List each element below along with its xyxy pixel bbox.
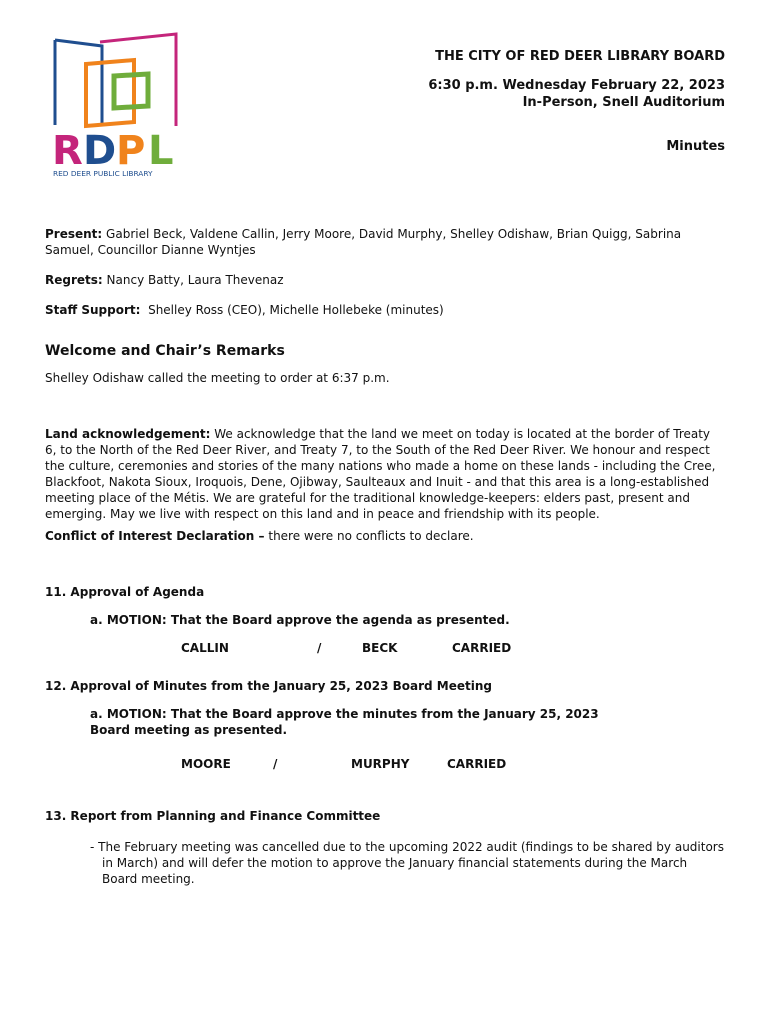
mover: CALLIN [181,641,229,655]
svg-text:P: P [116,128,146,174]
agenda-item-12-motion-line2: Board meeting as presented. [90,723,288,737]
agenda-item-13-title: 13. Report from Planning and Finance Committee [45,809,381,823]
conflict-line [45,528,725,544]
logo-graphic-icon [50,30,190,180]
agenda-item-13-bullet: - The February meeting was cancelled due to the upcoming 2022 audit (findings to be shared by auditors in March) and will defer the motion to approve the January financial statements during the March Board meeting. [90,840,724,886]
motion-result: CARRIED [452,641,512,655]
document-header [428,48,725,155]
svg-text:RED DEER PUBLIC LIBRARY: RED DEER PUBLIC LIBRARY [53,169,153,178]
welcome-heading: Welcome and Chair’s Remarks [45,343,285,359]
document-type: Minutes [666,139,725,154]
agenda-item-12-motion-line1: a. MOTION: That the Board approve the minutes from the January 25, 2023 [90,707,599,721]
rdpl-logo [50,30,190,180]
agenda-item-12-title: 12. Approval of Minutes from the January 25, 2023 Board Meeting [45,679,492,693]
land-text: We acknowledge that the land we meet on today is located at the border of Treaty 6, to the North of the Red Deer River, and Treaty 7, to the South of the Red Deer River. We honour and respect the culture, ceremonies and stories of the many nations who made a home on these lands - including the Cree, Blackfoot, Nakota Sioux, Iroquois, Dene, Ojibway, Saulteaux and Inuit - and that this area is a long-established meeting place of the Métis. We are grateful for the traditional knowledge-keepers: elders past, present and emerging. May we live with respect on this land and in peace and friendship with its people. [45,427,716,521]
agenda-item-11-motion: a. MOTION: That the Board approve the agenda as presented. [90,613,510,627]
land-acknowledgement [45,426,725,522]
present-label: Present: [45,227,103,241]
present-names: Gabriel Beck, Valdene Callin, Jerry Moore, David Murphy, Shelley Odishaw, Brian Quigg, Sabrina Samuel, Councillor Dianne Wyntjes [45,227,682,257]
vote-separator: / [317,641,322,655]
agenda-item-11-title: 11. Approval of Agenda [45,585,205,599]
svg-text:R: R [52,128,83,174]
svg-text:D: D [83,128,117,174]
meeting-datetime: 6:30 p.m. Wednesday February 22, 2023 [428,78,725,93]
staff-names: Shelley Ross (CEO), Michelle Hollebeke (minutes) [148,303,444,317]
regrets-names: Nancy Batty, Laura Thevenaz [106,273,284,287]
agenda-item-11-vote [45,640,725,658]
present-line [45,226,725,258]
svg-text:L: L [148,128,174,174]
motion-result: CARRIED [447,757,507,771]
regrets-label: Regrets: [45,273,103,287]
welcome-text: Shelley Odishaw called the meeting to order at 6:37 p.m. [45,371,390,385]
org-title: THE CITY OF RED DEER LIBRARY BOARD [435,49,725,64]
seconder: BECK [362,641,398,655]
land-label: Land acknowledgement: [45,427,211,441]
vote-separator: / [273,757,278,771]
staff-label: Staff Support: [45,303,141,317]
mover: MOORE [181,757,231,771]
conflict-label: Conflict of Interest Declaration – [45,529,265,543]
seconder: MURPHY [351,757,410,771]
agenda-item-12-vote [45,756,725,774]
meeting-location: In-Person, Snell Auditorium [522,95,725,110]
conflict-text: there were no conflicts to declare. [268,529,474,543]
staff-line [45,302,725,318]
regrets-line [45,272,725,288]
minutes-body [45,226,725,887]
